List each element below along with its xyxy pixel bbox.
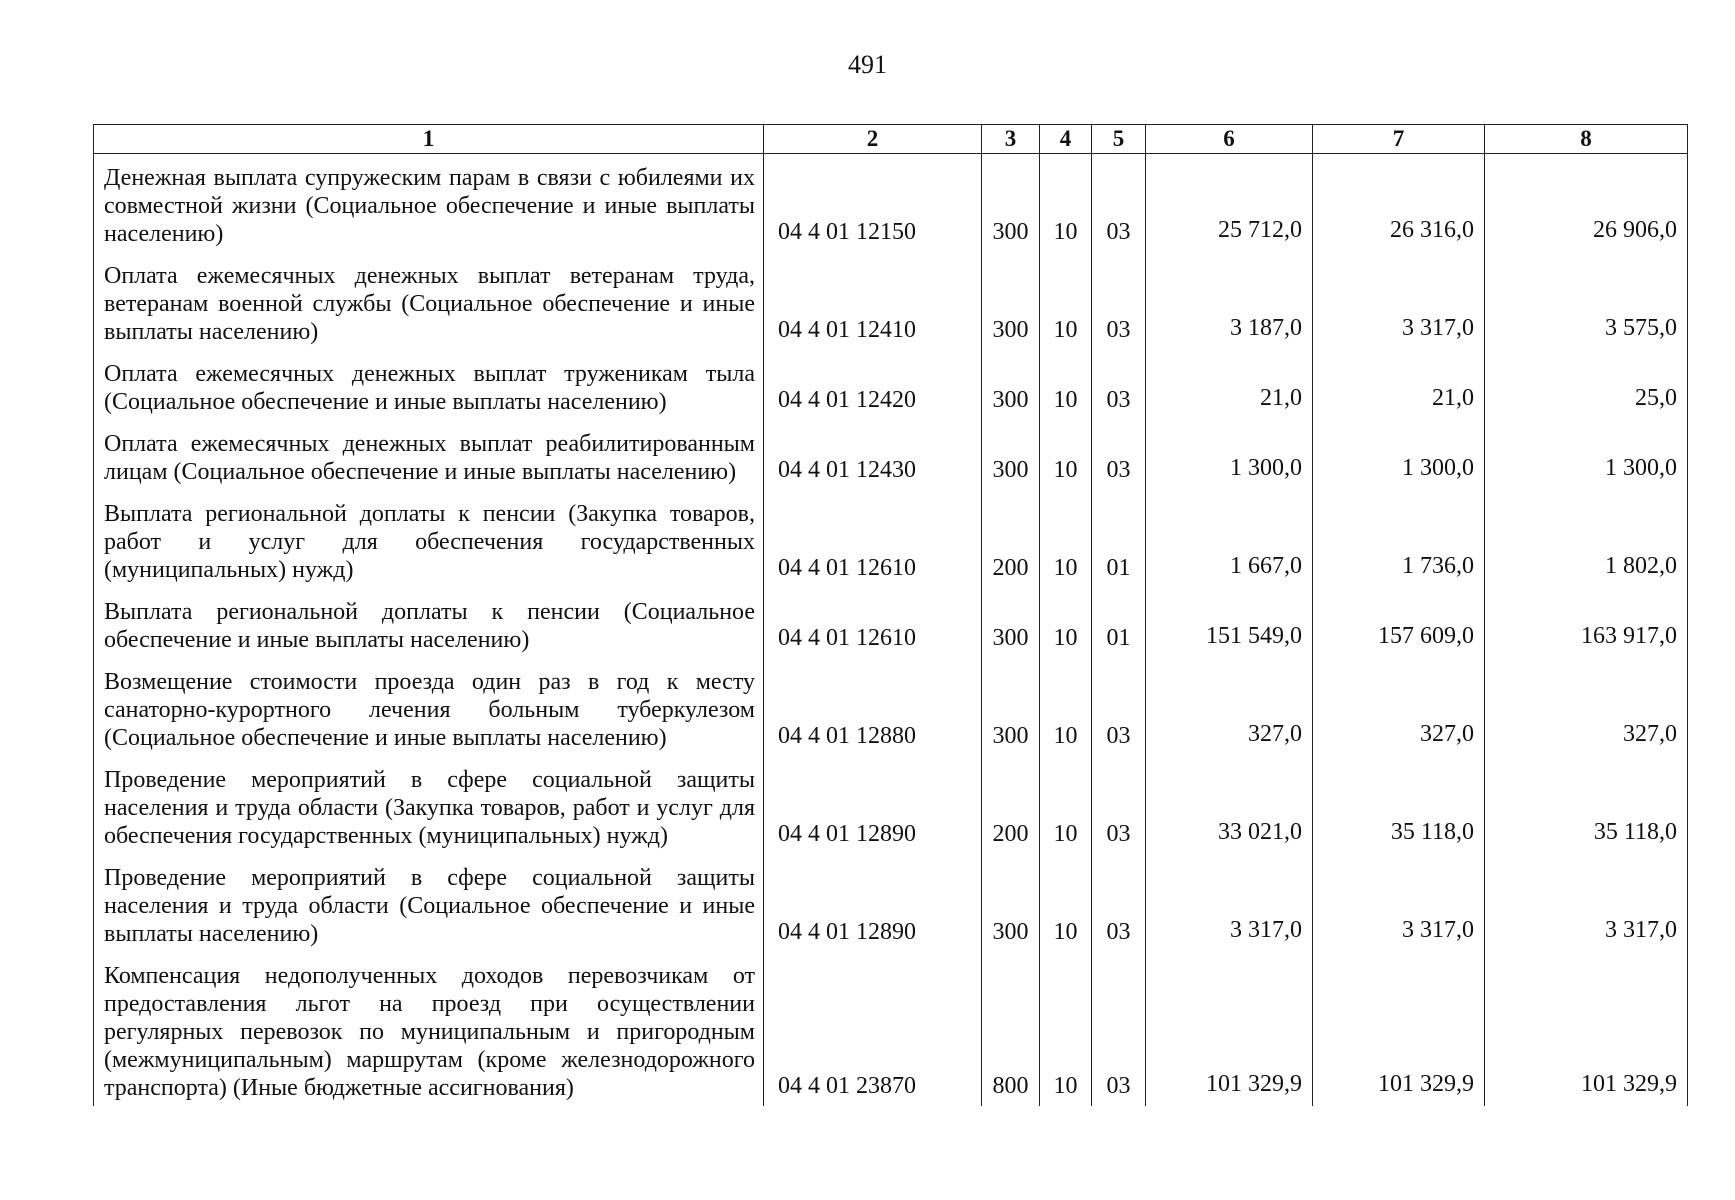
table-row: [94, 588, 1688, 658]
subsection-code: 03: [1092, 658, 1146, 756]
amount-col-7: 3 317,0: [1313, 252, 1485, 350]
amount-col-8: 35 118,0: [1485, 756, 1688, 854]
expense-type-code: 200: [982, 756, 1040, 854]
section-code: 10: [1040, 154, 1092, 253]
subsection-code: 03: [1092, 854, 1146, 952]
amount-col-8: 25,0: [1485, 350, 1688, 420]
section-code: 10: [1040, 420, 1092, 490]
column-header: 2: [764, 125, 982, 154]
expense-type-code: 800: [982, 952, 1040, 1106]
expense-type-code: 300: [982, 154, 1040, 253]
amount-col-7: 157 609,0: [1313, 588, 1485, 658]
amount-col-6: 1 667,0: [1146, 490, 1313, 588]
section-code: 10: [1040, 952, 1092, 1106]
table-row: [94, 350, 1688, 420]
column-header: 1: [94, 125, 764, 154]
subsection-code: 03: [1092, 350, 1146, 420]
table-row: [94, 154, 1688, 253]
amount-col-8: 101 329,9: [1485, 952, 1688, 1106]
expense-type-code: 300: [982, 588, 1040, 658]
row-description: Оплата ежемесячных денежных выплат реабилитированным лицам (Социальное обеспечение и иные выплаты населению): [94, 420, 764, 490]
amount-col-6: 3 187,0: [1146, 252, 1313, 350]
amount-col-6: 1 300,0: [1146, 420, 1313, 490]
amount-col-7: 101 329,9: [1313, 952, 1485, 1106]
column-header: 8: [1485, 125, 1688, 154]
amount-col-8: 3 317,0: [1485, 854, 1688, 952]
target-article-code: 04 4 01 12410: [764, 252, 982, 350]
table-row: [94, 252, 1688, 350]
amount-col-8: 1 802,0: [1485, 490, 1688, 588]
row-description: Денежная выплата супружеским парам в связи с юбилеями их совместной жизни (Социальное обеспечение и иные выплаты населению): [94, 154, 764, 253]
table-row: [94, 854, 1688, 952]
section-code: 10: [1040, 490, 1092, 588]
budget-table-container: [93, 124, 1687, 1106]
section-code: 10: [1040, 854, 1092, 952]
row-description: Проведение мероприятий в сфере социальной защиты населения и труда области (Закупка товаров, работ и услуг для обеспечения государственных (муниципальных) нужд): [94, 756, 764, 854]
amount-col-7: 1 300,0: [1313, 420, 1485, 490]
amount-col-7: 35 118,0: [1313, 756, 1485, 854]
expense-type-code: 200: [982, 490, 1040, 588]
section-code: 10: [1040, 252, 1092, 350]
section-code: 10: [1040, 658, 1092, 756]
expense-type-code: 300: [982, 420, 1040, 490]
amount-col-7: 3 317,0: [1313, 854, 1485, 952]
table-row: [94, 420, 1688, 490]
amount-col-7: 26 316,0: [1313, 154, 1485, 253]
amount-col-7: 21,0: [1313, 350, 1485, 420]
target-article-code: 04 4 01 12610: [764, 588, 982, 658]
section-code: 10: [1040, 756, 1092, 854]
subsection-code: 03: [1092, 952, 1146, 1106]
subsection-code: 01: [1092, 490, 1146, 588]
row-description: Оплата ежемесячных денежных выплат труженикам тыла (Социальное обеспечение и иные выплаты населению): [94, 350, 764, 420]
amount-col-7: 327,0: [1313, 658, 1485, 756]
expense-type-code: 300: [982, 350, 1040, 420]
amount-col-7: 1 736,0: [1313, 490, 1485, 588]
table-body: [94, 154, 1688, 1107]
column-header: 3: [982, 125, 1040, 154]
page-number: 491: [848, 50, 887, 79]
amount-col-6: 151 549,0: [1146, 588, 1313, 658]
amount-col-6: 33 021,0: [1146, 756, 1313, 854]
amount-col-8: 3 575,0: [1485, 252, 1688, 350]
table-row: [94, 756, 1688, 854]
target-article-code: 04 4 01 12430: [764, 420, 982, 490]
amount-col-6: 3 317,0: [1146, 854, 1313, 952]
column-header: 7: [1313, 125, 1485, 154]
section-code: 10: [1040, 588, 1092, 658]
target-article-code: 04 4 01 12890: [764, 854, 982, 952]
subsection-code: 03: [1092, 420, 1146, 490]
table-row: [94, 952, 1688, 1106]
row-description: Выплата региональной доплаты к пенсии (Закупка товаров, работ и услуг для обеспечения государственных (муниципальных) нужд): [94, 490, 764, 588]
target-article-code: 04 4 01 12880: [764, 658, 982, 756]
subsection-code: 03: [1092, 756, 1146, 854]
amount-col-6: 327,0: [1146, 658, 1313, 756]
subsection-code: 03: [1092, 252, 1146, 350]
amount-col-6: 25 712,0: [1146, 154, 1313, 253]
section-code: 10: [1040, 350, 1092, 420]
budget-table: [93, 124, 1688, 1106]
amount-col-6: 101 329,9: [1146, 952, 1313, 1106]
target-article-code: 04 4 01 12420: [764, 350, 982, 420]
row-description: Оплата ежемесячных денежных выплат ветеранам труда, ветеранам военной службы (Социальное обеспечение и иные выплаты населению): [94, 252, 764, 350]
amount-col-8: 1 300,0: [1485, 420, 1688, 490]
column-header: 4: [1040, 125, 1092, 154]
target-article-code: 04 4 01 12890: [764, 756, 982, 854]
target-article-code: 04 4 01 12610: [764, 490, 982, 588]
expense-type-code: 300: [982, 252, 1040, 350]
expense-type-code: 300: [982, 658, 1040, 756]
target-article-code: 04 4 01 12150: [764, 154, 982, 253]
row-description: Выплата региональной доплаты к пенсии (Социальное обеспечение и иные выплаты населению): [94, 588, 764, 658]
expense-type-code: 300: [982, 854, 1040, 952]
subsection-code: 03: [1092, 154, 1146, 253]
row-description: Возмещение стоимости проезда один раз в год к месту санаторно-курортного лечения больным туберкулезом (Социальное обеспечение и иные выплаты населению): [94, 658, 764, 756]
header-row: [94, 125, 1688, 154]
amount-col-8: 26 906,0: [1485, 154, 1688, 253]
amount-col-8: 327,0: [1485, 658, 1688, 756]
table-row: [94, 490, 1688, 588]
target-article-code: 04 4 01 23870: [764, 952, 982, 1106]
amount-col-8: 163 917,0: [1485, 588, 1688, 658]
row-description: Компенсация недополученных доходов перевозчикам от предоставления льгот на проезд при осуществлении регулярных перевозок по муниципальным и пригородным (межмуниципальным) маршрутам (кроме железнодорожного транспорта) (Иные бюджетные ассигнования): [94, 952, 764, 1106]
subsection-code: 01: [1092, 588, 1146, 658]
column-header: 5: [1092, 125, 1146, 154]
amount-col-6: 21,0: [1146, 350, 1313, 420]
row-description: Проведение мероприятий в сфере социальной защиты населения и труда области (Социальное обеспечение и иные выплаты населению): [94, 854, 764, 952]
column-header: 6: [1146, 125, 1313, 154]
table-row: [94, 658, 1688, 756]
